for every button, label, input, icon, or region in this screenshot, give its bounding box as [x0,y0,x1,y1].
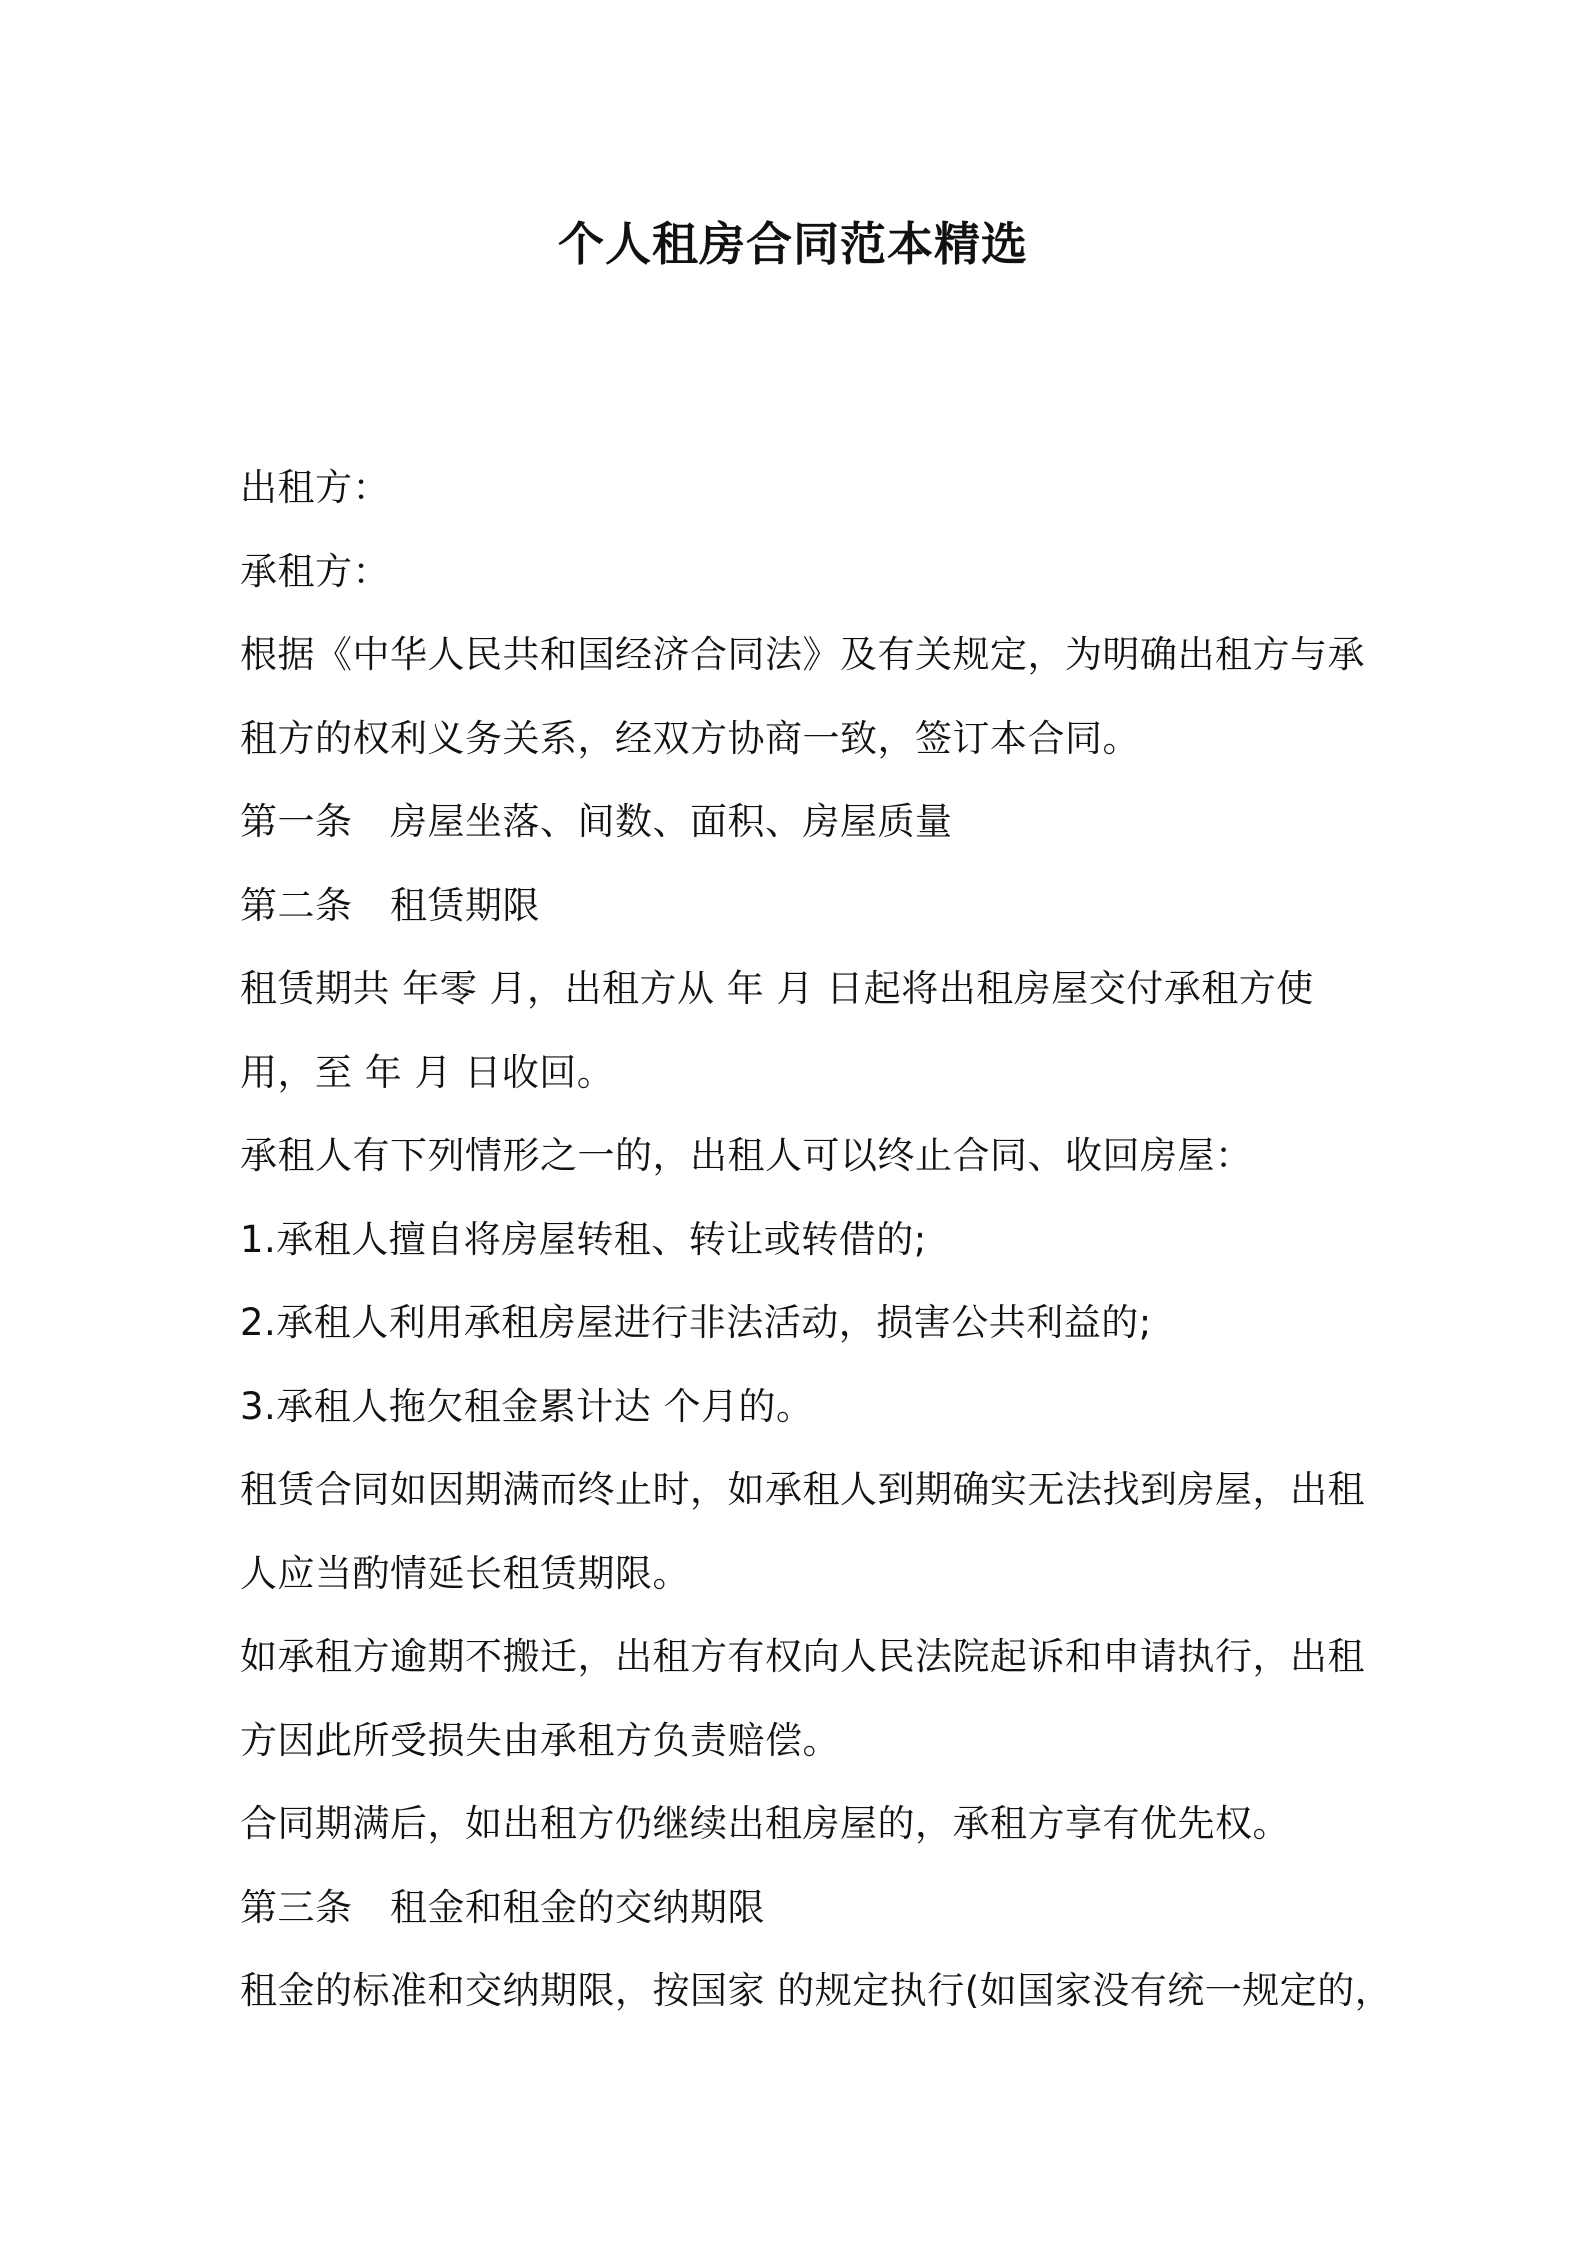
termination-item-1: 1.承租人擅自将房屋转租、转让或转借的; [240,1217,927,1261]
lease-term-line-2: 用，至 年 月 日收回。 [240,1050,615,1094]
contract-body [240,446,1393,2033]
article-1-heading: 第一条 房屋坐落、间数、面积、房屋质量 [240,800,953,843]
expiry-extension-line-2: 人应当酌情延长租赁期限。 [240,1551,690,1595]
article-2-heading: 第二条 租赁期限 [240,883,540,927]
overdue-line-1: 如承租方逾期不搬迁，出租方有权向人民法院起诉和申请执行，出租 [240,1635,1365,1678]
expiry-extension-line-1: 租赁合同如因期满而终止时，如承租人到期确实无法找到房屋，出租 [240,1468,1365,1511]
document-title: 个人租房合同范本精选 [558,217,1028,271]
article-3-heading: 第三条 租金和租金的交纳期限 [240,1885,765,1929]
lessee-line: 承租方： [240,549,390,593]
priority-right-line: 合同期满后，如出租方仍继续出租房屋的，承租方享有优先权。 [240,1802,1290,1845]
preamble-line-1: 根据《中华人民共和国经济合同法》及有关规定，为明确出租方与承 [240,633,1365,676]
termination-item-3: 3.承租人拖欠租金累计达 个月的。 [240,1384,814,1428]
termination-item-2: 2.承租人利用承租房屋进行非法活动，损害公共利益的; [240,1301,1152,1344]
overdue-line-2: 方因此所受损失由承租方负责赔偿。 [240,1718,840,1762]
lease-term-line-1: 租赁期共 年零 月，出租方从 年 月 日起将出租房屋交付承租方使 [240,967,1314,1010]
lessor-line: 出租方： [240,466,390,509]
preamble-line-2: 租方的权利义务关系，经双方协商一致，签订本合同。 [240,716,1140,760]
termination-conditions-intro: 承租人有下列情形之一的，出租人可以终止合同、收回房屋： [240,1134,1253,1177]
rent-standard-line: 租金的标准和交纳期限，按国家 的规定执行(如国家没有统一规定的， [240,1969,1393,2012]
